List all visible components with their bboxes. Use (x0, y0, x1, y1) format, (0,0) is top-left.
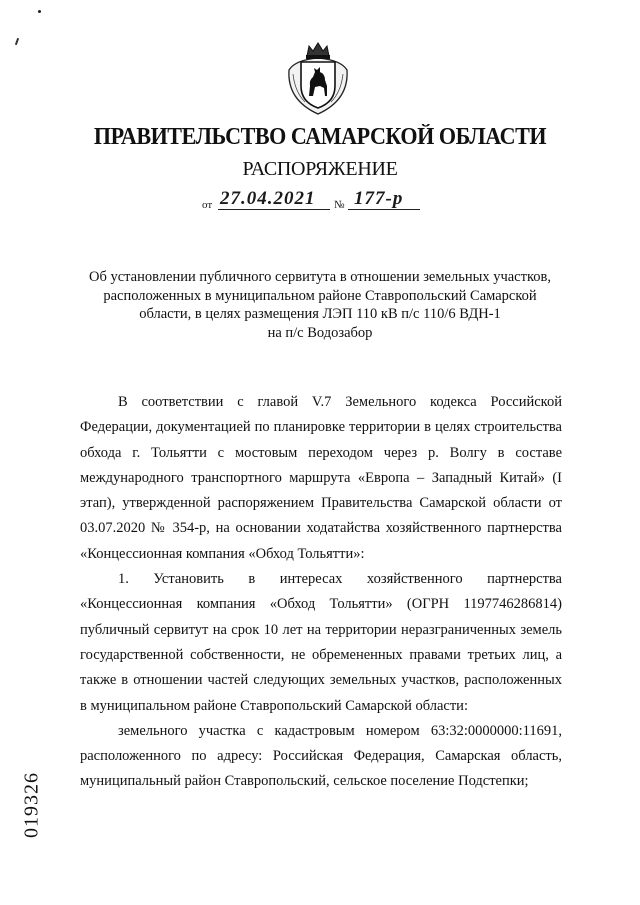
government-title: ПРАВИТЕЛЬСТВО САМАРСКОЙ ОБЛАСТИ (93, 124, 547, 150)
document-type: РАСПОРЯЖЕНИЕ (242, 158, 398, 180)
number-underline (348, 209, 420, 210)
document-subject (70, 268, 570, 342)
document-number: 177-р (354, 188, 404, 209)
document-body (80, 390, 562, 795)
body-paragraph: В соответствии с главой V.7 Земельного кодекса Российской Федерации, документацией по планировке территории в целях строительства обхода г. Тольятти с мостовым переходом через р. Волгу в составе международного транспортного маршрута «Европа – Западный Китай» (I этап), утвержденной распоряжением Правительства Самарской области от 03.07.2020 № 354-р, на основании ходатайства хозяйственного партнерства «Концессионная компания «Обход Тольятти»: (80, 394, 562, 562)
body-paragraph: земельного участка с кадастровым номером 63:32:0000000:11691, расположенного по адресу: Российская Федерация, Самарская область, муниципальный район Ставропольский, сельское поселение Подстепки; (80, 722, 562, 790)
scan-mark (38, 10, 41, 13)
serial-number-text: 019326 (20, 772, 43, 838)
document-date: 27.04.2021 (220, 188, 316, 209)
subject-line: на п/с Водозабор (267, 324, 373, 341)
scan-mark (15, 38, 19, 45)
coat-of-arms-icon (285, 40, 351, 116)
side-serial-number (20, 760, 44, 850)
subject-line: расположенных в муниципальном районе Ставропольский Самарской (103, 287, 537, 304)
date-underline (218, 209, 330, 210)
date-prefix: от (202, 199, 213, 211)
number-prefix: № (334, 199, 345, 211)
date-number-line (202, 188, 432, 214)
body-paragraph: 1. Установить в интересах хозяйственного партнерства «Концессионная компания «Обход Тольятти» (ОГРН 1197746286814) публичный сервитут на срок 10 лет на территории неразграниченных земель государственной собственности, не обремененных правами третьих лиц, а также в отношении частей следующих земельных участков, расположенных в муниципальном районе Ставропольский Самарской области: (80, 571, 562, 714)
subject-line: области, в целях размещения ЛЭП 110 кВ п/с 110/6 ВДН-1 (139, 306, 501, 322)
subject-line: Об установлении публичного сервитута в отношении земельных участков, (89, 269, 551, 285)
